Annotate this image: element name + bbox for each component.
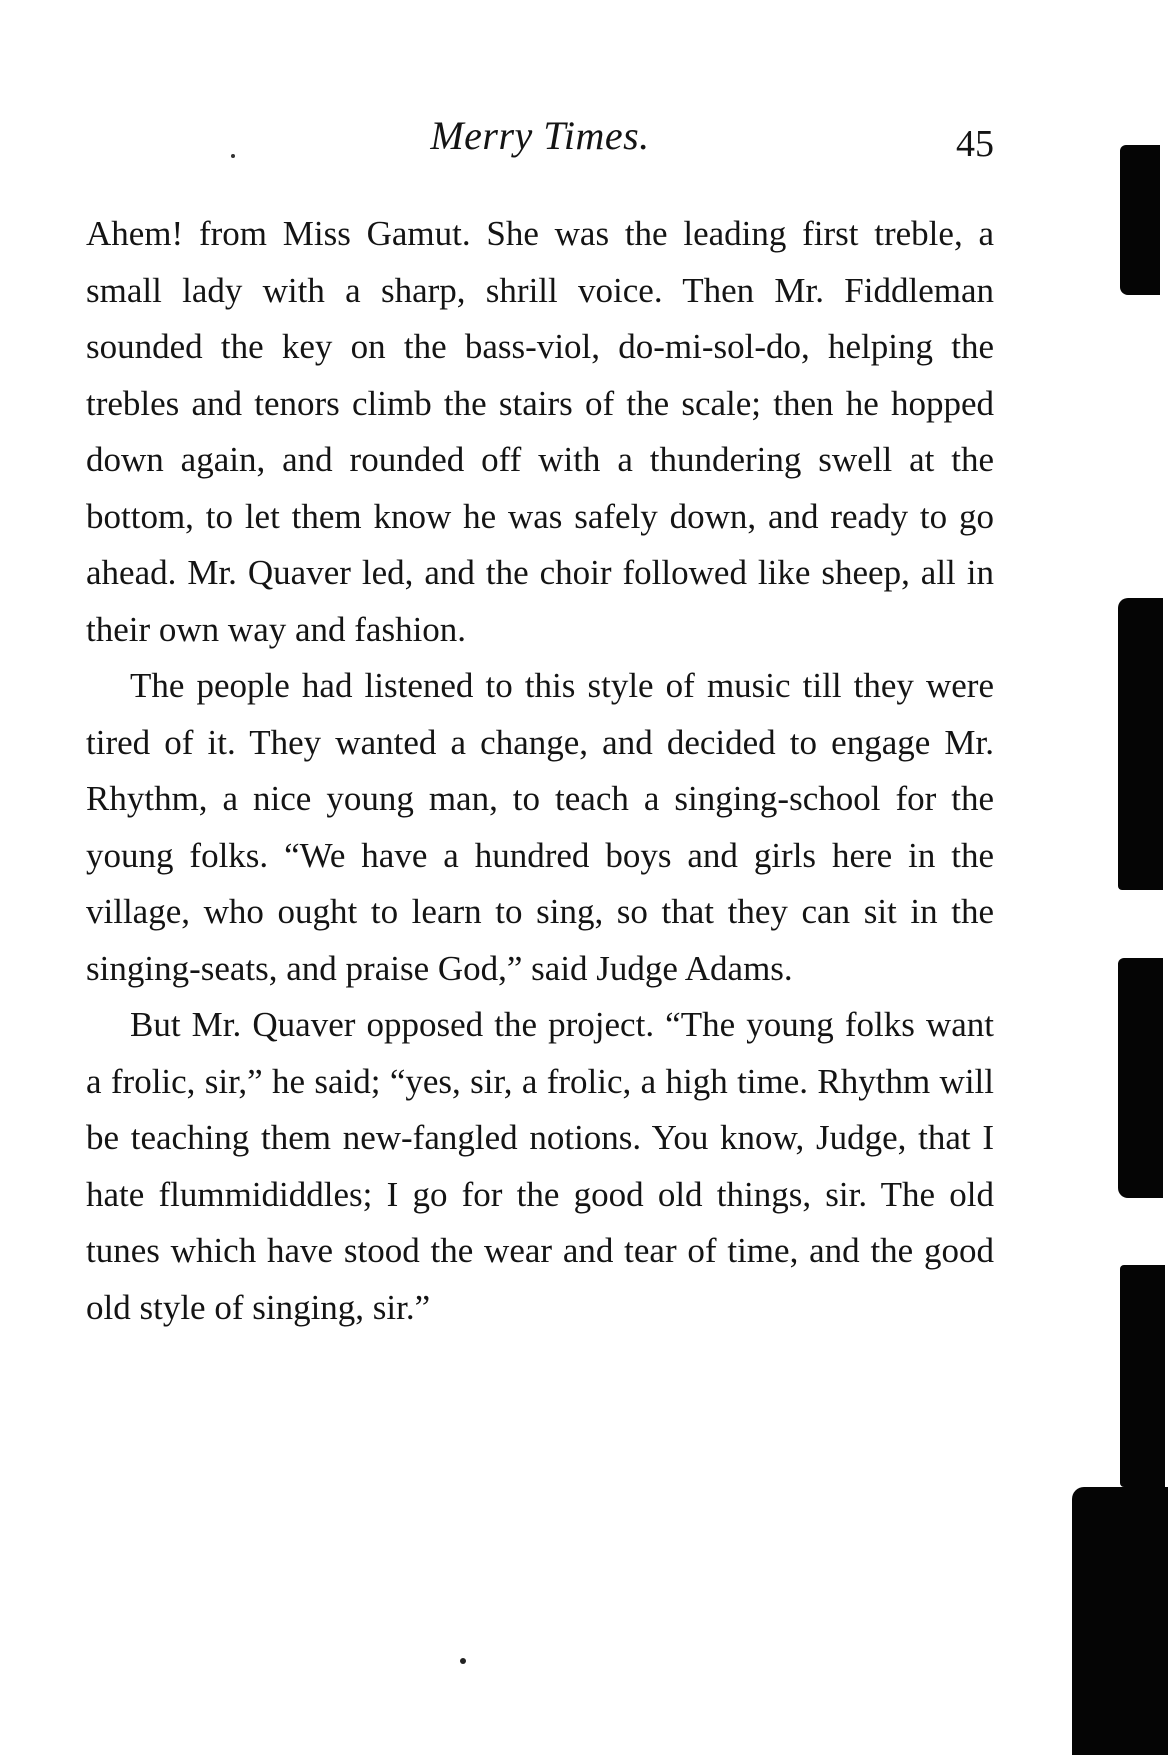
scan-edge-mark-2	[1118, 598, 1163, 890]
body-text	[86, 206, 994, 1336]
page-header	[86, 112, 994, 172]
page-number: 45	[956, 123, 994, 165]
running-title: Merry Times.	[430, 113, 650, 158]
paragraph-1: Ahem! from Miss Gamut. She was the leading first treble, a small lady with a sharp, shrill voice. Then Mr. Fiddleman sounded the key on the bass-viol, do-mi-sol-do, helping the trebles and tenors climb the stairs of the scale; then he hopped down again, and rounded off with a thundering swell at the bottom, to let them know he was safely down, and ready to go ahead. Mr. Quaver led, and the choir followed like sheep, all in their own way and fashion.	[86, 214, 994, 649]
paragraph-2: The people had listened to this style of music till they were tired of it. They wanted a change, and decided to engage Mr. Rhythm, a nice young man, to teach a singing-school for the young folks. “We have a hundred boys and girls here in the village, who ought to learn to sing, so that they can sit in the singing-seats, and praise God,” said Judge Adams.	[86, 666, 994, 988]
scan-edge-mark-4	[1120, 1265, 1165, 1487]
scan-edge-mark-1	[1120, 145, 1160, 295]
footer-dot-mark	[460, 1658, 466, 1664]
paragraph-3: But Mr. Quaver opposed the project. “The young folks want a frolic, sir,” he said; “yes, sir, a frolic, a high time. Rhythm will be teaching them new-fangled notions. You know, Judge, that I hate flummididdles; I go for the good old things, sir. The old tunes which have stood the wear and tear of time, and the good old style of singing, sir.”	[86, 1005, 994, 1327]
scan-edge-mark-3	[1118, 958, 1163, 1198]
scan-edge-mark-5	[1072, 1487, 1168, 1755]
